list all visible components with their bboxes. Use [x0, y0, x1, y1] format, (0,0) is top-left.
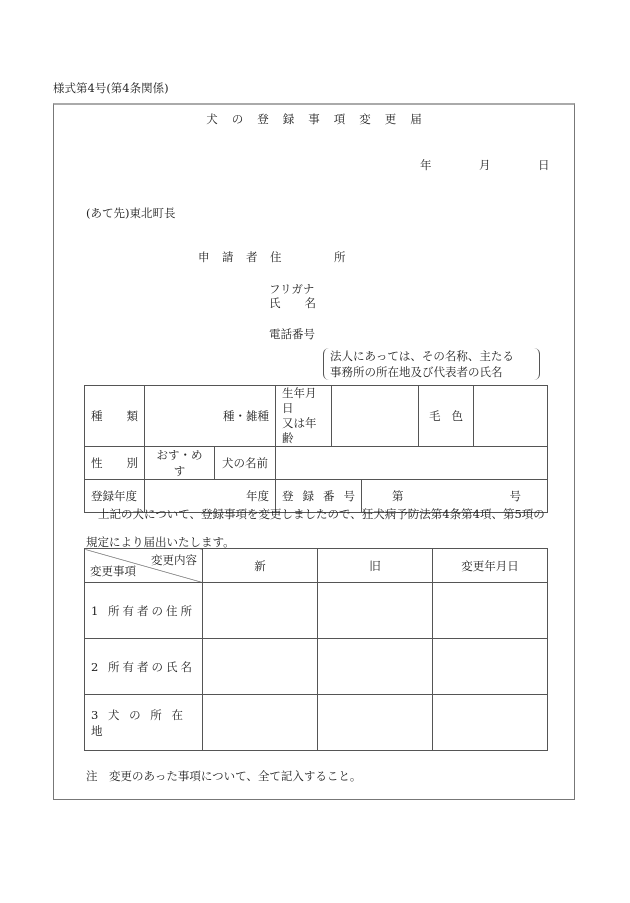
label-char: 申	[198, 250, 210, 264]
reg-number-field[interactable]: 第 号	[362, 480, 548, 513]
change-date-cell[interactable]	[433, 695, 548, 751]
header-change-item: 変更事項	[90, 564, 136, 578]
title-char: 事	[308, 112, 320, 126]
new-value-cell[interactable]	[203, 695, 318, 751]
table-row	[85, 447, 548, 480]
birth-field[interactable]	[332, 386, 419, 447]
title-char: 更	[384, 112, 397, 126]
sex-field[interactable]: おす・めす	[145, 447, 215, 480]
reg-year-label: 登録年度	[85, 480, 145, 513]
footnote: 注 変更のあった事項について、全て記入すること。	[86, 769, 362, 783]
reg-year-field[interactable]: 年度	[145, 480, 276, 513]
label-char: 所	[334, 250, 346, 264]
form-title	[53, 111, 575, 127]
old-value-cell[interactable]	[318, 639, 433, 695]
diagonal-header	[85, 549, 203, 583]
date-year[interactable]: 年	[420, 158, 432, 172]
table-row	[85, 583, 548, 639]
statement-line: 上記の犬について、登録事項を変更しましたので、狂犬病予防法第4条第4項、第5項の	[98, 507, 545, 521]
date-month[interactable]: 月	[479, 158, 491, 172]
title-char: 録	[282, 112, 295, 126]
row-label-owner-name: 2 所有者の氏名	[85, 639, 203, 695]
furigana-label: フリガナ	[269, 282, 315, 296]
birth-label: 生年月日 又は年齢	[276, 386, 332, 447]
sex-label: 性 別	[85, 447, 145, 480]
title-char: 犬	[206, 112, 218, 126]
header-change-content: 変更内容	[151, 553, 197, 567]
label-char: 住	[270, 250, 282, 264]
corp-note-line: 法人にあっては、その名称、主たる	[330, 349, 514, 363]
coat-field[interactable]	[474, 386, 548, 447]
form-number: 様式第4号(第4条関係)	[53, 81, 169, 95]
reg-number-label: 登 録 番 号	[276, 480, 362, 513]
date-day[interactable]: 日	[538, 158, 550, 172]
title-char: 登	[257, 112, 269, 126]
row-label-dog-location: 3 犬 の 所 在 地	[85, 695, 203, 751]
dog-info-table	[84, 385, 548, 513]
statement-line: 規定により届出いたします。	[86, 535, 235, 549]
label-char: 者	[246, 250, 258, 264]
new-value-cell[interactable]	[203, 639, 318, 695]
corp-note-line: 事務所の所在地及び代表者の氏名	[330, 365, 503, 379]
old-value-cell[interactable]	[318, 695, 433, 751]
change-table	[84, 548, 548, 751]
dog-name-label: 犬の名前	[215, 447, 276, 480]
table-row	[85, 386, 548, 447]
row-label-owner-address: 1 所有者の住所	[85, 583, 203, 639]
change-date-cell[interactable]	[433, 639, 548, 695]
column-header-new: 新	[203, 549, 318, 583]
title-char: 変	[359, 112, 371, 126]
applicant-address-label	[198, 249, 358, 265]
table-row	[85, 639, 548, 695]
phone-label: 電話番号	[269, 327, 315, 341]
table-row	[85, 695, 548, 751]
applicant-name-label	[269, 295, 316, 311]
column-header-date: 変更年月日	[433, 549, 548, 583]
kind-label: 種 類	[85, 386, 145, 447]
title-char: 届	[410, 112, 422, 126]
label-char: 名	[304, 296, 316, 310]
new-value-cell[interactable]	[203, 583, 318, 639]
breed-field[interactable]: 種・雑種	[145, 386, 276, 447]
corporation-note	[323, 348, 540, 380]
column-header-old: 旧	[318, 549, 433, 583]
label-char: 氏	[269, 296, 281, 310]
dog-name-field[interactable]	[276, 447, 548, 480]
title-char: の	[231, 112, 244, 126]
addressee: (あて先)東北町長	[86, 206, 176, 220]
coat-label: 毛 色	[419, 386, 474, 447]
title-char: 項	[333, 112, 346, 126]
label-char: 請	[222, 250, 234, 264]
old-value-cell[interactable]	[318, 583, 433, 639]
table-header-row	[85, 549, 548, 583]
change-date-cell[interactable]	[433, 583, 548, 639]
